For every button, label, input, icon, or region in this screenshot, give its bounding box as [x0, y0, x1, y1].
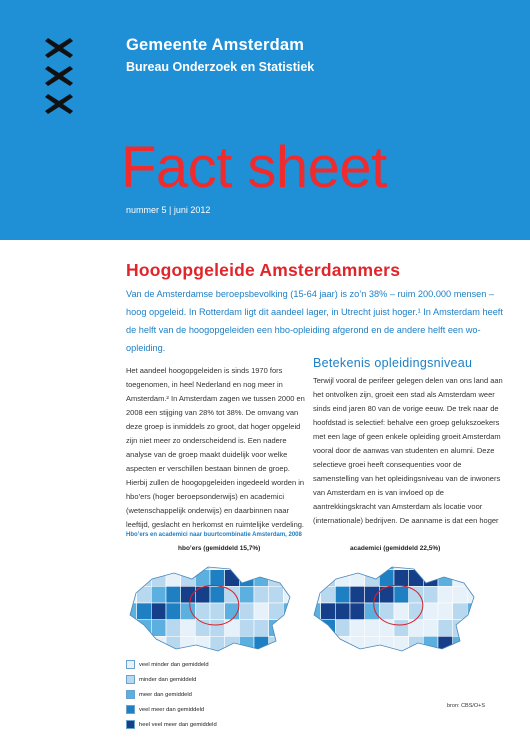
- map-district: [122, 603, 137, 620]
- map-district: [137, 603, 152, 620]
- map-district: [350, 620, 365, 637]
- map-district: [254, 586, 269, 603]
- map-district: [269, 553, 284, 570]
- map-district: [438, 586, 453, 603]
- legend-label: veel meer dan gemiddeld: [139, 706, 205, 713]
- map-legend: [126, 657, 217, 732]
- map-district: [283, 636, 298, 653]
- map-district: [137, 570, 152, 587]
- legend-label: meer dan gemiddeld: [139, 691, 192, 698]
- article-lead: Van de Amsterdamse beroepsbevolking (15-64 jaar) is zo’n 38% – ruim 200.000 mensen – hoog opgeleid. In Rotterdam ligt dit aandeel lager, in Utrecht juist hoger.¹ In Amsterdam heeft de helft van de hoogopgeleiden een hbo-opleiding afgerond en de andere helft een wo-opleiding.: [126, 289, 503, 353]
- map-district: [181, 553, 196, 570]
- map-district: [409, 636, 424, 653]
- map-district: [321, 636, 336, 653]
- map-district: [254, 603, 269, 620]
- map-district: [239, 620, 254, 637]
- map-district: [166, 553, 181, 570]
- map-district: [335, 570, 350, 587]
- map-district: [467, 570, 482, 587]
- cross-icon: [44, 92, 74, 116]
- map-district: [365, 636, 380, 653]
- legend-swatch: [126, 720, 135, 729]
- map-district: [379, 603, 394, 620]
- page-title: Fact sheet: [121, 135, 387, 200]
- map-district: [239, 553, 254, 570]
- map-district: [467, 620, 482, 637]
- map-district: [394, 603, 409, 620]
- map-district: [409, 553, 424, 570]
- map-district: [394, 570, 409, 587]
- map-district: [181, 636, 196, 653]
- map-district: [379, 586, 394, 603]
- map-district: [438, 636, 453, 653]
- map-district: [283, 570, 298, 587]
- map-district: [122, 586, 137, 603]
- map-district: [151, 586, 166, 603]
- map-district: [365, 603, 380, 620]
- map-district: [239, 570, 254, 587]
- map-district: [166, 586, 181, 603]
- map-district: [137, 636, 152, 653]
- figure-caption: Hbo’ers en academici naar buurtcombinatie Amsterdam, 2008: [126, 532, 302, 538]
- map-district: [269, 636, 284, 653]
- map-district: [350, 603, 365, 620]
- map-district: [166, 636, 181, 653]
- map-district: [423, 620, 438, 637]
- map-district: [321, 570, 336, 587]
- map-district: [151, 620, 166, 637]
- map-district: [453, 586, 468, 603]
- map-district: [166, 570, 181, 587]
- map-district: [335, 603, 350, 620]
- map-district: [306, 603, 321, 620]
- cross-icon: [44, 64, 74, 88]
- map-district: [151, 570, 166, 587]
- map-district: [306, 620, 321, 637]
- legend-swatch: [126, 675, 135, 684]
- legend-label: heel veel meer dan gemiddeld: [139, 721, 217, 728]
- map-district: [239, 586, 254, 603]
- body-column-left: Het aandeel hoogopgeleiden is sinds 1970 fors toegenomen, in heel Nederland en nog meer in Amsterdam.² In Amsterdam zagen we tussen 2000 en 2008 een stijging van 28% tot 38%. De omvang van deze groep is inmiddels zo groot, dat hoger opgeleid zijn niet meer zo onderscheidend is. Een nadere analyse van de groep maakt duidelijk voor welke aspecten er verschillen bestaan binnen de groep. Hierbij zullen de hoogopgeleiden ingedeeld worden in hbo’ers (hoger beroepsonderwijs) en academici (wetenschappelijk onderwijs) en daarbinnen naar leeftijd, geslacht en herkomst en ruimtelijke verdeling.: [126, 366, 305, 529]
- organization: [126, 36, 314, 74]
- map-district: [321, 586, 336, 603]
- map-district: [453, 570, 468, 587]
- map-district: [335, 620, 350, 637]
- map-district: [321, 553, 336, 570]
- map-title-academici: academici (gemiddeld 22,5%): [350, 545, 441, 552]
- legend-swatch: [126, 705, 135, 714]
- map-district: [283, 553, 298, 570]
- map-district: [467, 636, 482, 653]
- map-district: [335, 586, 350, 603]
- map-title-hbo: hbo’ers (gemiddeld 15,7%): [178, 545, 261, 552]
- map-district: [254, 636, 269, 653]
- map-district: [365, 586, 380, 603]
- map-district: [423, 603, 438, 620]
- map-district: [423, 553, 438, 570]
- map-district: [394, 586, 409, 603]
- map-district: [195, 570, 210, 587]
- map-district: [423, 586, 438, 603]
- legend-item: [126, 687, 217, 702]
- map-district: [283, 586, 298, 603]
- map-academici: [306, 553, 482, 653]
- figure-source: bron: CBS/O+S: [447, 703, 486, 709]
- map-district: [467, 586, 482, 603]
- map-district: [225, 586, 240, 603]
- map-district: [379, 636, 394, 653]
- map-district: [350, 553, 365, 570]
- map-district: [306, 570, 321, 587]
- map-district: [409, 570, 424, 587]
- map-district: [151, 636, 166, 653]
- map-district: [409, 586, 424, 603]
- map-district: [151, 553, 166, 570]
- map-district: [225, 620, 240, 637]
- legend-label: veel minder dan gemiddeld: [139, 661, 209, 668]
- map-district: [438, 620, 453, 637]
- map-district: [239, 603, 254, 620]
- map-district: [137, 586, 152, 603]
- map-district: [453, 553, 468, 570]
- legend-swatch: [126, 660, 135, 669]
- map-district: [453, 620, 468, 637]
- map-district: [122, 570, 137, 587]
- map-district: [394, 620, 409, 637]
- section-subheading: Betekenis opleidingsniveau: [313, 356, 473, 370]
- map-district: [210, 620, 225, 637]
- map-district: [409, 620, 424, 637]
- map-district: [210, 603, 225, 620]
- map-district: [210, 570, 225, 587]
- map-district: [137, 553, 152, 570]
- map-district: [335, 636, 350, 653]
- map-district: [225, 570, 240, 587]
- map-district: [225, 553, 240, 570]
- map-district: [321, 603, 336, 620]
- map-district: [122, 620, 137, 637]
- organization-name: Gemeente Amsterdam: [126, 36, 305, 54]
- map-district: [122, 636, 137, 653]
- map-district: [283, 620, 298, 637]
- map-district: [438, 603, 453, 620]
- map-district: [122, 553, 137, 570]
- map-district: [365, 553, 380, 570]
- map-district: [181, 620, 196, 637]
- legend-item: [126, 657, 217, 672]
- map-district: [379, 570, 394, 587]
- map-district: [225, 636, 240, 653]
- map-district: [423, 570, 438, 587]
- map-district: [467, 553, 482, 570]
- map-district: [151, 603, 166, 620]
- map-district: [350, 636, 365, 653]
- map-district: [269, 620, 284, 637]
- legend-item: [126, 702, 217, 717]
- map-district: [350, 570, 365, 587]
- legend-swatch: [126, 690, 135, 699]
- map-district: [195, 636, 210, 653]
- map-hbo: [122, 553, 298, 653]
- body-column-right: [313, 356, 503, 528]
- map-district: [306, 553, 321, 570]
- map-district: [166, 620, 181, 637]
- map-district: [269, 570, 284, 587]
- map-district: [195, 603, 210, 620]
- map-district: [321, 620, 336, 637]
- map-district: [350, 586, 365, 603]
- map-district: [306, 586, 321, 603]
- cross-icon: [44, 36, 74, 60]
- map-district: [453, 636, 468, 653]
- map-district: [335, 553, 350, 570]
- header-banner: [0, 0, 530, 240]
- map-district: [181, 586, 196, 603]
- map-district: [137, 620, 152, 637]
- map-district: [365, 620, 380, 637]
- map-district: [166, 603, 181, 620]
- map-district: [269, 586, 284, 603]
- map-district: [254, 553, 269, 570]
- legend-item: [126, 717, 217, 732]
- map-district: [254, 620, 269, 637]
- map-district: [181, 603, 196, 620]
- map-district: [306, 636, 321, 653]
- map-district: [210, 586, 225, 603]
- body-text-right: Terwijl vooral de perifeer gelegen delen van ons land aan het ontvolken zijn, groeit een stad als Amsterdam weer sinds eind jaren 80 van de vorige eeuw. De trek naar de hoofdstad is selectief: behalve een groep gelukszoekers met een lage of geen enkele opleiding groeit Amsterdam vooral door de aanwas van studenten en alumni. Deze selectieve groei heeft consequenties voor de samenstelling van het opleidingsniveau van de inwoners van Amsterdam en is van invloed op de aantrekkingskracht van Amsterdam als locatie voor (internationale) bedrijven. De aanname is dat een hoger: [313, 376, 503, 525]
- article-headline: Hoogopgeleide Amsterdammers: [126, 260, 401, 280]
- department-name: Bureau Onderzoek en Statistiek: [126, 60, 315, 74]
- legend-label: minder dan gemiddeld: [139, 676, 197, 683]
- issue-info: nummer 5 | juni 2012: [126, 205, 211, 215]
- legend-item: [126, 672, 217, 687]
- map-district: [195, 586, 210, 603]
- map-district: [438, 553, 453, 570]
- city-crosses-logo: [44, 36, 74, 120]
